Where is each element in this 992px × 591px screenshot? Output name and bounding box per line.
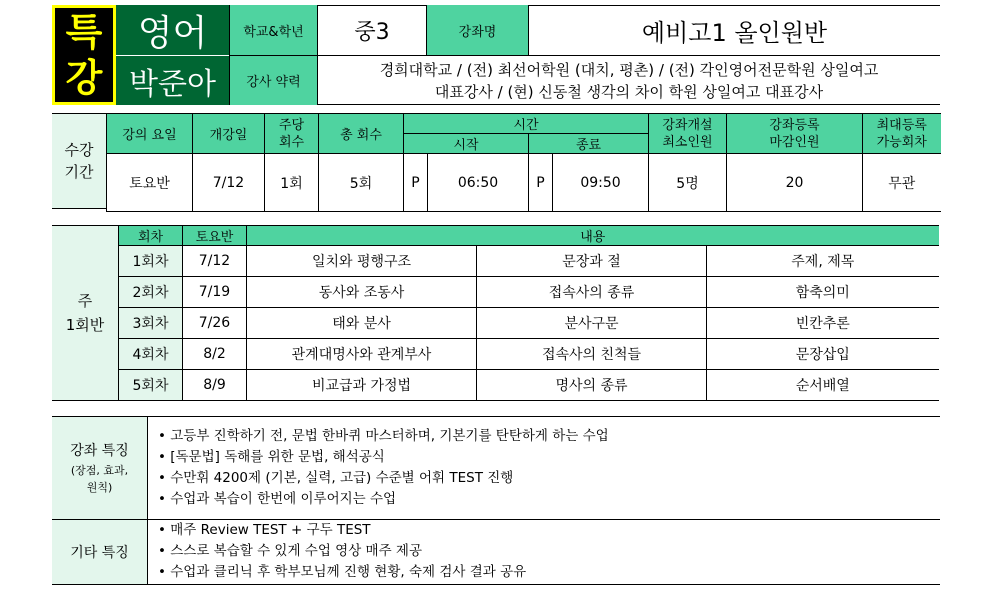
schedule-row — [119, 370, 939, 401]
header-saturday: 토요반 — [183, 226, 247, 246]
schedule-side-label: 주 1회반 — [52, 225, 118, 401]
etc-item: • 매주 Review TEST + 구두 TEST — [158, 522, 371, 538]
bio-label: 강사 약력 — [229, 56, 317, 105]
value-max-sessions: 무관 — [863, 154, 941, 212]
schedule-row — [119, 308, 939, 339]
header-content: 내용 — [247, 226, 939, 246]
schedule-content-3: 주제, 제목 — [707, 246, 939, 277]
schedule-content-1: 비교급과 가정법 — [247, 370, 477, 401]
schedule-session-cell: 5회차 — [119, 370, 183, 401]
header-time-end: 종료 — [529, 134, 649, 154]
feature-item: • 수업과 복습이 한번에 이루어지는 수업 — [158, 491, 397, 507]
schedule-session-cell: 4회차 — [119, 339, 183, 370]
teacher-bio — [317, 56, 940, 105]
school-grade-value: 중3 — [317, 5, 426, 56]
badge-char-1: 특 — [65, 10, 103, 54]
period-side-label: 수강 기간 — [52, 113, 106, 209]
schedule-content-2: 접속사의 종류 — [477, 277, 707, 308]
value-start-time: 06:50 — [428, 154, 529, 212]
header-max-sessions: 최대등록 가능회차 — [863, 114, 941, 154]
schedule-content-2: 문장과 절 — [477, 246, 707, 277]
etc-item: • 스스로 복습할 수 있게 수업 영상 매주 제공 — [158, 543, 422, 559]
bio-line-2: 대표강사 / (현) 신동철 생각의 차이 학원 상일여고 대표강사 — [434, 82, 824, 101]
feature-item: • 수만휘 4200제 (기본, 실력, 고급) 수준별 어휘 TEST 진행 — [158, 470, 514, 486]
schedule-content-1: 동사와 조동사 — [247, 277, 477, 308]
schedule-date-cell: 7/19 — [183, 277, 247, 308]
features-label: 강좌 특징 — [70, 443, 129, 459]
teacher-name: 박준아 — [129, 66, 216, 102]
schedule-content-3: 빈칸추론 — [707, 308, 939, 339]
header-weekly: 주당 회수 — [265, 114, 319, 154]
schedule-content-2: 명사의 종류 — [477, 370, 707, 401]
value-total: 5회 — [319, 154, 404, 212]
schedule-content-2: 분사구문 — [477, 308, 707, 339]
etc-content — [148, 520, 940, 584]
schedule-session-cell: 1회차 — [119, 246, 183, 277]
schedule-date-cell: 8/9 — [183, 370, 247, 401]
school-grade-label: 학교&학년 — [229, 5, 317, 56]
schedule-content-3: 함축의미 — [707, 277, 939, 308]
special-badge — [52, 5, 116, 105]
header-min-people: 강좌개설 최소인원 — [649, 114, 727, 154]
course-name-value: 예비고1 올인원반 — [528, 5, 940, 56]
features-content — [148, 417, 940, 520]
schedule-date-cell: 8/2 — [183, 339, 247, 370]
value-end-ampm: P — [529, 154, 553, 212]
schedule-row — [119, 339, 939, 370]
etc-label: 기타 특징 — [70, 545, 129, 561]
subject-box — [116, 5, 229, 56]
value-end-time: 09:50 — [553, 154, 649, 212]
features-sublabel: (장점, 효과, 원칙) — [70, 464, 129, 494]
schedule-content-1: 일치와 평행구조 — [247, 246, 477, 277]
value-deadline: 20 — [727, 154, 863, 212]
header-deadline: 강좌등록 마감인원 — [727, 114, 863, 154]
value-start-date: 7/12 — [193, 154, 265, 212]
schedule-content-2: 접속사의 친척들 — [477, 339, 707, 370]
etc-item: • 수업과 클리닉 후 학부모님께 진행 현황, 숙제 검사 결과 공유 — [158, 564, 527, 580]
schedule-session-cell: 2회차 — [119, 277, 183, 308]
subject-name: 영어 — [137, 12, 208, 54]
value-day: 토요반 — [107, 154, 193, 212]
value-weekly: 1회 — [265, 154, 319, 212]
schedule-content-1: 관계대명사와 관계부사 — [247, 339, 477, 370]
header-total: 총 회수 — [319, 114, 404, 154]
schedule-row — [119, 246, 939, 277]
badge-char-2: 강 — [65, 56, 103, 100]
schedule-session-cell: 3회차 — [119, 308, 183, 339]
schedule-date-cell: 7/26 — [183, 308, 247, 339]
feature-item: • [독문법] 독해를 위한 문법, 해석공식 — [158, 449, 385, 465]
header-time-start: 시작 — [404, 134, 529, 154]
schedule-date-cell: 7/12 — [183, 246, 247, 277]
course-name-label: 강좌명 — [426, 5, 528, 56]
features-label-box — [52, 417, 148, 520]
bio-line-1: 경희대학교 / (전) 최선어학원 (대치, 평촌) / (전) 각인영어전문학원 상일여고 — [379, 60, 879, 79]
value-min-people: 5명 — [649, 154, 727, 212]
bottom-rule — [52, 584, 940, 585]
header-day: 강의 요일 — [107, 114, 193, 154]
feature-item: • 고등부 진학하기 전, 문법 한바퀴 마스터하며, 기본기를 탄탄하게 하는 수업 — [158, 428, 609, 444]
header-session: 회차 — [119, 226, 183, 246]
value-start-ampm: P — [404, 154, 428, 212]
period-table — [106, 113, 941, 212]
teacher-box — [116, 56, 229, 105]
header-time: 시간 — [404, 114, 649, 134]
header-start-date: 개강일 — [193, 114, 265, 154]
schedule-table — [118, 225, 939, 401]
schedule-content-1: 태와 분사 — [247, 308, 477, 339]
schedule-content-3: 문장삽입 — [707, 339, 939, 370]
schedule-row — [119, 277, 939, 308]
etc-label-box — [52, 520, 148, 584]
schedule-content-3: 순서배열 — [707, 370, 939, 401]
